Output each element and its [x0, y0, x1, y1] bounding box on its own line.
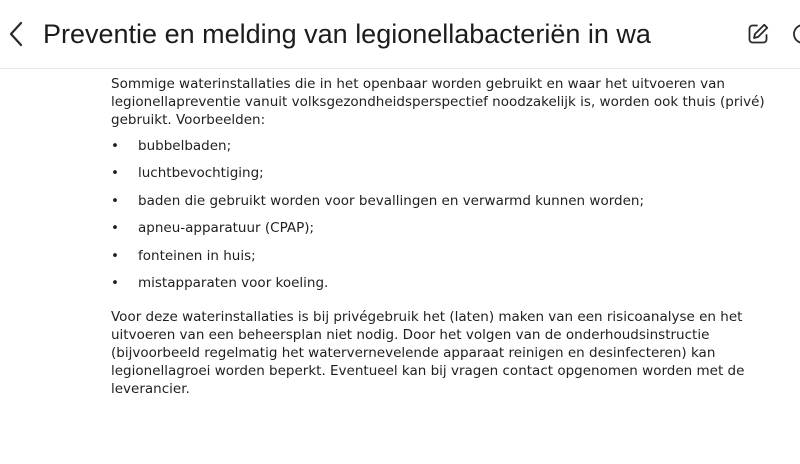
list-item-text: bubbelbaden; — [138, 138, 232, 154]
page-title: Preventie en melding van legionellabacteriën in wa — [43, 19, 651, 49]
chevron-left-icon — [8, 21, 24, 47]
back-button[interactable] — [2, 14, 30, 54]
list-item — [111, 164, 786, 191]
bullet: • — [111, 274, 119, 291]
list-item-text: mistapparaten voor koeling. — [138, 274, 329, 291]
bullet: • — [111, 247, 119, 264]
more-icon — [789, 20, 800, 48]
list-item — [111, 219, 786, 246]
bullet: • — [111, 192, 119, 209]
examples-list — [111, 137, 786, 301]
list-item — [111, 274, 786, 301]
app-header — [0, 0, 800, 69]
bullet: • — [111, 220, 119, 237]
edit-icon — [746, 22, 770, 46]
list-item — [111, 247, 786, 274]
bullet: • — [111, 165, 119, 182]
bullet: • — [111, 138, 119, 154]
more-button[interactable] — [789, 20, 800, 48]
list-item — [111, 192, 786, 219]
conclusion-paragraph: Voor deze waterinstallaties is bij privégebruik het (laten) maken van een risicoanalyse en het uitvoeren van een beheersplan niet nodig. Door het volgen van de onderhoudsinstructie (bijvoorbeeld regelmatig het watervernevelende apparaat reinigen en desinfecteren) kan legionellagroei worden beperkt. Eventueel kan bij vragen contact opgenomen worden met de leverancier. — [111, 309, 745, 398]
list-item-text: luchtbevochtiging; — [138, 165, 264, 182]
list-item-text: baden die gebruikt worden voor bevallingen en verwarmd kunnen worden; — [138, 192, 644, 209]
list-item — [111, 137, 786, 164]
edit-button[interactable] — [744, 20, 772, 48]
intro-paragraph: Sommige waterinstallaties die in het openbaar worden gebruikt en waar het uitvoeren van legionellapreventie vanuit volksgezondheidsperspectief noodzakelijk is, worden ook thuis (privé) gebruikt. Voorbeelden: — [111, 76, 765, 128]
list-item-text: apneu-apparatuur (CPAP); — [138, 220, 315, 237]
article-body — [111, 75, 786, 398]
list-item-text: fonteinen in huis; — [138, 247, 256, 264]
